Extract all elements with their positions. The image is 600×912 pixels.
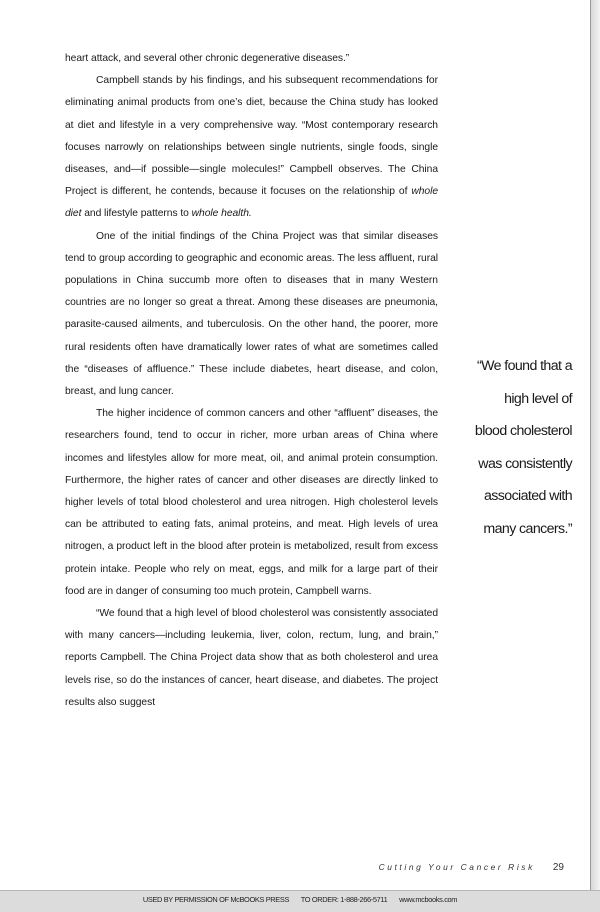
pull-quote-line: high level of	[504, 390, 572, 407]
permission-bar	[0, 890, 600, 912]
text-run: One of the initial findings of the China Project was that similar diseases tend to group according to geographic and economic areas. The less affluent, rural populations in China succumb more often to diseases that in many Western countries are no longer so great a threat. Among these diseases are pneumonia, parasite-caused ailments, and tuberculosis. On the other hand, the poorer, more rural residents often have dramatically lower rates of what are sometimes called the “diseases of affluence.” These include diabetes, heart disease, and colon, breast, and lung cancer.	[65, 230, 438, 398]
paragraph	[65, 48, 438, 70]
running-footer	[379, 862, 564, 873]
order-phone: TO ORDER: 1-888-266-5711	[300, 895, 388, 904]
paragraph	[65, 226, 438, 404]
running-title: Cutting Your Cancer Risk	[378, 862, 535, 872]
page-number: 29	[552, 862, 564, 873]
paragraph	[65, 70, 438, 225]
text-run: heart attack, and several other chronic degenerative diseases.”	[65, 53, 350, 64]
permission-text: USED BY PERMISSION OF McBOOKS PRESS	[142, 895, 290, 904]
text-run: “We found that a high level of blood cholesterol was consistently associated with many cancers—including leukemia, liver, colon, rectum, lung, and brain,” reports Campbell. The China Project data show that as both cholesterol and urea levels rise, so do the instances of cancer, heart disease, and diabetes. The project results also suggest	[65, 608, 438, 708]
pull-quote-line: many cancers.”	[483, 520, 572, 537]
text-run: The higher incidence of common cancers and other “affluent” diseases, the researchers found, tend to occur in richer, more urban areas of China where incomes and lifestyles allow for more meat, oil, and animal protein consumption. Furthermore, the higher rates of cancer and other diseases are directly linked to higher levels of total blood cholesterol and urea nitrogen. High cholesterol levels can be attributed to eating fats, animal proteins, and meat. High levels of urea nitrogen, a product left in the blood after protein is metabolized, result from excess protein intake. People who rely on meat, eggs, and milk for a large part of their food are in danger of consuming too much protein, Campbell warns.	[65, 408, 438, 597]
emphasis-text: whole health.	[191, 208, 252, 220]
pull-quote	[444, 350, 572, 545]
pull-quote-line: associated with	[484, 488, 572, 504]
pull-quote-line: was consistently	[478, 455, 572, 472]
text-run: Campbell stands by his findings, and his subsequent recommendations for eliminating animal products from one’s diet, because the China study has looked at diet and lifestyle in a very comprehensive way. “Most contemporary research focuses narrowly on relationships between single nutrients, single foods, single diseases, and—if possible—single molecules!” Campbell observes. The China Project is different, he contends, because it focuses on the relationship of	[65, 75, 438, 198]
paragraph	[65, 603, 438, 714]
emphasis-text: whole diet	[65, 186, 438, 220]
page-edge	[591, 0, 600, 912]
text-run: and lifestyle patterns to	[81, 208, 192, 220]
pull-quote-line: blood cholesterol	[474, 423, 572, 439]
pull-quote-line: “We found that a	[476, 358, 572, 374]
paragraph	[65, 403, 438, 603]
permission-line	[0, 895, 600, 904]
body-text	[65, 48, 438, 714]
website-link[interactable]: www.mcbooks.com	[399, 895, 458, 904]
